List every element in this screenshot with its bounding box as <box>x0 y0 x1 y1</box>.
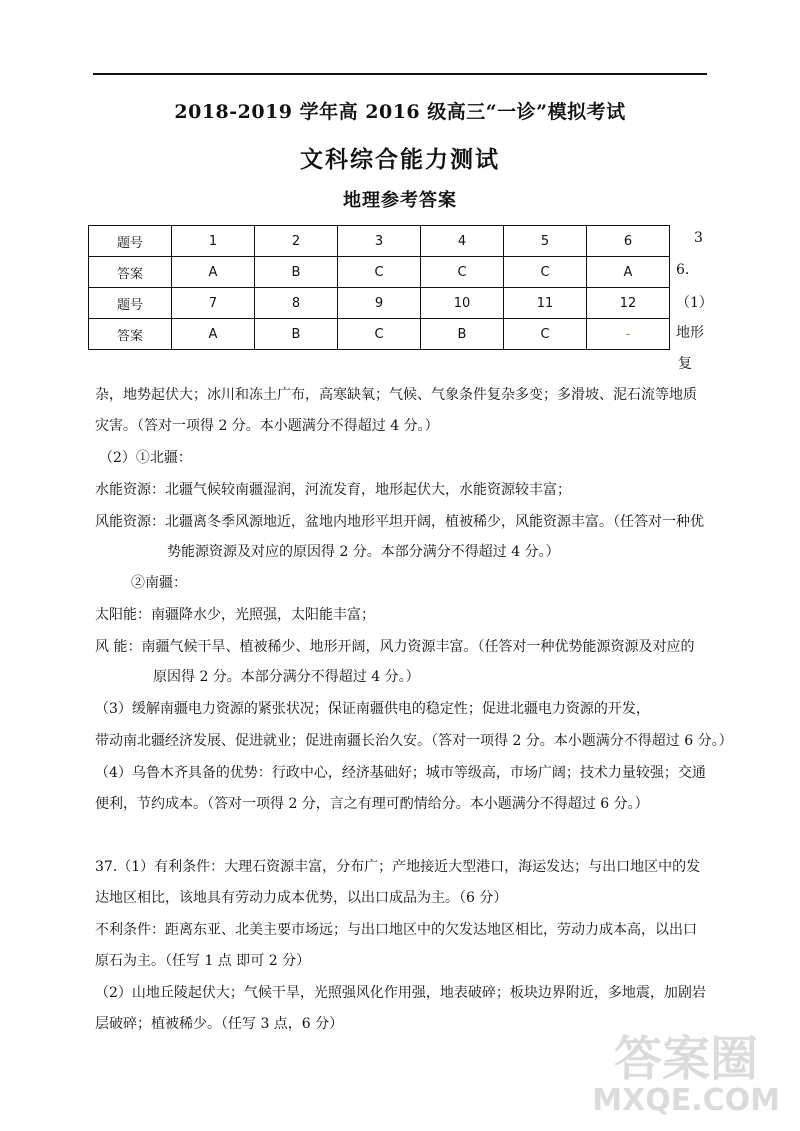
answer-table <box>88 225 670 350</box>
answer-line: （2）山地丘陵起伏大；气候干旱，光照强风化作用强，地表破碎；板块边界附近，多地震，加剧岩 <box>95 985 706 1001</box>
answer-line: 风 能：南疆气候干旱、植被稀少、地形开阔，风力资源丰富。（任答对一种优势能源资源及对应的 <box>95 639 695 655</box>
side-note: （1） <box>676 295 713 311</box>
answer-line: 37.（1）有利条件：大理石资源丰富，分布广；产地接近大型港口，海运发达；与出口地区中的发 <box>95 859 701 875</box>
table-cell: B <box>255 319 338 350</box>
table-cell: 7 <box>172 288 255 319</box>
table-cell: C <box>338 257 421 288</box>
table-cell: A <box>172 257 255 288</box>
table-cell: 2 <box>255 226 338 257</box>
table-cell: 5 <box>504 226 587 257</box>
table-cell: - <box>587 319 670 350</box>
watermark-text: 答案圈 <box>614 1031 759 1087</box>
table-cell: 题号 <box>89 226 172 257</box>
table-cell: B <box>255 257 338 288</box>
answer-line: 水能资源：北疆气候较南疆湿润，河流发育，地形起伏大，水能资源较丰富； <box>95 482 571 498</box>
side-note: 地形 <box>676 325 704 341</box>
table-cell: 8 <box>255 288 338 319</box>
table-cell: A <box>172 319 255 350</box>
table-row <box>89 319 670 350</box>
answer-line: 风能资源：北疆离冬季风源地近，盆地内地形平坦开阔，植被稀少，风能资源丰富。（任答对一种优 <box>95 514 704 530</box>
answer-line: （4）乌鲁木齐具备的优势：行政中心，经济基础好；城市等级高，市场广阔；技术力量较强；交通 <box>95 765 706 781</box>
answer-line: 势能源资源及对应的原因得 2 分。本部分满分不得超过 4 分。） <box>167 544 560 560</box>
exam-subtitle: 文科综合能力测试 <box>300 146 500 173</box>
answer-line: 层破碎；植被稀少。（任写 3 点，6 分） <box>95 1016 344 1032</box>
answer-line: 不利条件：距离东亚、北美主要市场远；与出口地区中的欠发达地区相比，劳动力成本高，以出口 <box>95 922 697 938</box>
table-cell: 11 <box>504 288 587 319</box>
table-cell: 答案 <box>89 319 172 350</box>
table-cell: C <box>504 257 587 288</box>
table-cell: B <box>421 319 504 350</box>
table-cell: C <box>504 319 587 350</box>
side-note: 6. <box>676 262 690 278</box>
table-cell: 答案 <box>89 257 172 288</box>
table-cell: 9 <box>338 288 421 319</box>
table-cell: 1 <box>172 226 255 257</box>
side-note: 复 <box>678 356 692 372</box>
table-cell: 3 <box>338 226 421 257</box>
answer-line: 灾害。（答对一项得 2 分。本小题满分不得超过 4 分。） <box>95 418 439 434</box>
table-cell: 题号 <box>89 288 172 319</box>
answer-line: 杂，地势起伏大；冰川和冻土广布，高寒缺氧；气候、气象条件复杂多变；多滑坡、泥石流等地质 <box>95 387 697 403</box>
table-row <box>89 288 670 319</box>
top-rule <box>93 73 707 75</box>
answer-line: 便利，节约成本。（答对一项得 2 分，言之有理可酌情给分。本小题满分不得超过 6 分。） <box>95 796 649 812</box>
table-cell: 6 <box>587 226 670 257</box>
table-row <box>89 257 670 288</box>
answer-line: 带动南北疆经济发展、促进就业；促进南疆长治久安。（答对一项得 2 分。本小题满分不得超过 6 分。） <box>95 733 733 749</box>
answer-line: 原因得 2 分。本部分满分不得超过 4 分。） <box>153 669 420 685</box>
answer-key-title: 地理参考答案 <box>343 190 457 211</box>
answer-line: 原石为主。（任写 1 点 即可 2 分） <box>95 953 311 969</box>
exam-title: 2018-2019 学年高 2016 级高三“一诊”模拟考试 <box>174 101 626 123</box>
table-cell: C <box>338 319 421 350</box>
watermark-logo <box>592 1033 780 1117</box>
table-cell: 10 <box>421 288 504 319</box>
answer-line: （3）缓解南疆电力资源的紧张状况；保证南疆供电的稳定性；促进北疆电力资源的开发， <box>95 701 650 717</box>
side-note: 3 <box>694 230 703 246</box>
table-cell: C <box>421 257 504 288</box>
table-row <box>89 226 670 257</box>
table-cell: A <box>587 257 670 288</box>
table-cell: 4 <box>421 226 504 257</box>
answer-line: 达地区相比，该地具有劳动力成本优势，以出口成品为主。（6 分） <box>95 890 508 906</box>
watermark-url: MXQE.COM <box>592 1083 780 1118</box>
answer-line: ②南疆： <box>131 575 187 591</box>
table-cell: 12 <box>587 288 670 319</box>
answer-line: 太阳能：南疆降水少，光照强，太阳能丰富； <box>95 607 375 623</box>
answer-line: （2）①北疆： <box>99 450 192 466</box>
